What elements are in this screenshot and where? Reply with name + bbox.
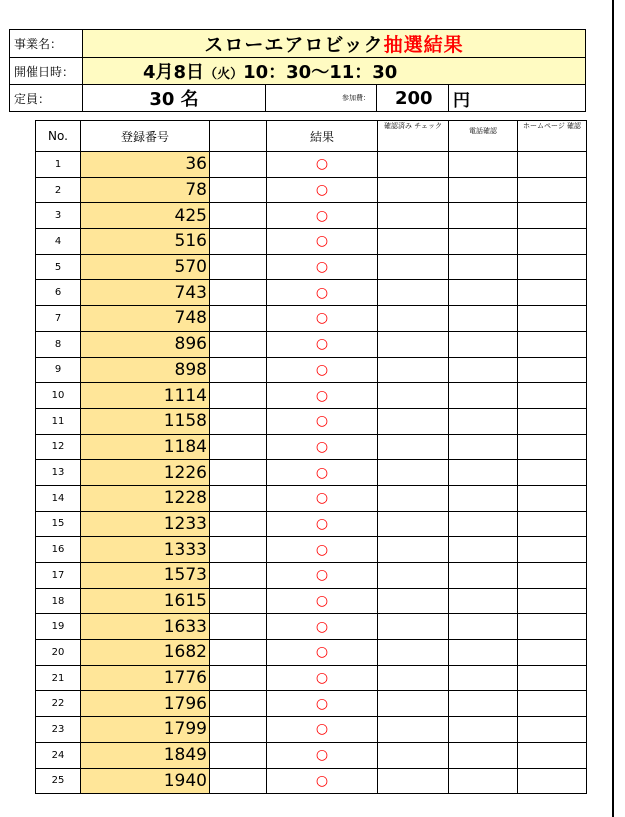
table-row: [36, 588, 587, 614]
table-row: [36, 665, 587, 691]
row-number: 11: [36, 408, 81, 434]
row-number: 3: [36, 203, 81, 229]
homepage-check-cell: [518, 563, 587, 589]
weekday-close: ）: [230, 67, 244, 82]
col-header-registration: 登録番号: [81, 121, 210, 152]
homepage-check-cell: [518, 691, 587, 717]
checked-cell: [378, 460, 449, 486]
result-mark: ○: [267, 280, 378, 306]
capacity-label: 定員：: [10, 85, 83, 112]
registration-number: 1233: [81, 511, 210, 537]
row-number: 7: [36, 306, 81, 332]
lottery-result-table: [35, 120, 587, 794]
checked-cell: [378, 254, 449, 280]
row-number: 8: [36, 331, 81, 357]
event-date: 4月8日: [143, 62, 205, 83]
row-number: 2: [36, 177, 81, 203]
table-row: [36, 254, 587, 280]
registration-number: 425: [81, 203, 210, 229]
col-header-checked: 確認済み チェック: [378, 121, 449, 152]
table-row: [36, 331, 587, 357]
blank-cell: [210, 306, 267, 332]
registration-number: 1158: [81, 408, 210, 434]
event-label: 事業名：: [10, 30, 83, 58]
table-row: [36, 717, 587, 743]
result-mark: ○: [267, 665, 378, 691]
phone-check-cell: [449, 254, 518, 280]
blank-cell: [210, 434, 267, 460]
event-name: スローエアロビック: [204, 34, 384, 56]
checked-cell: [378, 563, 449, 589]
phone-check-cell: [449, 357, 518, 383]
table-row: [36, 383, 587, 409]
checked-cell: [378, 614, 449, 640]
phone-check-cell: [449, 383, 518, 409]
blank-cell: [210, 563, 267, 589]
checked-cell: [378, 408, 449, 434]
registration-number: 1799: [81, 717, 210, 743]
phone-check-cell: [449, 717, 518, 743]
row-number: 17: [36, 563, 81, 589]
result-mark: ○: [267, 460, 378, 486]
blank-cell: [210, 177, 267, 203]
registration-number: 1114: [81, 383, 210, 409]
checked-cell: [378, 331, 449, 357]
checked-cell: [378, 152, 449, 178]
checked-cell: [378, 511, 449, 537]
homepage-check-cell: [518, 665, 587, 691]
phone-check-cell: [449, 229, 518, 255]
registration-number: 1184: [81, 434, 210, 460]
homepage-check-cell: [518, 408, 587, 434]
blank-cell: [210, 408, 267, 434]
result-mark: ○: [267, 511, 378, 537]
event-row: [10, 30, 586, 58]
registration-number: 516: [81, 229, 210, 255]
row-number: 23: [36, 717, 81, 743]
blank-cell: [210, 254, 267, 280]
table-row: [36, 742, 587, 768]
phone-check-cell: [449, 177, 518, 203]
row-number: 1: [36, 152, 81, 178]
result-mark: ○: [267, 408, 378, 434]
phone-check-cell: [449, 460, 518, 486]
blank-cell: [210, 537, 267, 563]
blank-cell: [210, 742, 267, 768]
registration-number: 896: [81, 331, 210, 357]
homepage-check-cell: [518, 383, 587, 409]
table-row: [36, 640, 587, 666]
registration-number: 1228: [81, 485, 210, 511]
registration-number: 1796: [81, 691, 210, 717]
homepage-check-cell: [518, 460, 587, 486]
homepage-check-cell: [518, 229, 587, 255]
table-row: [36, 614, 587, 640]
checked-cell: [378, 383, 449, 409]
homepage-check-cell: [518, 306, 587, 332]
checked-cell: [378, 768, 449, 794]
col-header-homepage: ホームページ 確認: [518, 121, 587, 152]
row-number: 21: [36, 665, 81, 691]
checked-cell: [378, 306, 449, 332]
phone-check-cell: [449, 306, 518, 332]
phone-check-cell: [449, 588, 518, 614]
table-row: [36, 434, 587, 460]
row-number: 19: [36, 614, 81, 640]
result-mark: ○: [267, 383, 378, 409]
phone-check-cell: [449, 152, 518, 178]
event-datetime: [83, 58, 586, 85]
result-mark: ○: [267, 614, 378, 640]
phone-check-cell: [449, 537, 518, 563]
blank-cell: [210, 485, 267, 511]
homepage-check-cell: [518, 485, 587, 511]
blank-cell: [210, 460, 267, 486]
phone-check-cell: [449, 742, 518, 768]
homepage-check-cell: [518, 177, 587, 203]
blank-cell: [210, 717, 267, 743]
checked-cell: [378, 485, 449, 511]
col-header-blank: [210, 121, 267, 152]
result-mark: ○: [267, 203, 378, 229]
row-number: 22: [36, 691, 81, 717]
checked-cell: [378, 640, 449, 666]
row-number: 14: [36, 485, 81, 511]
row-number: 25: [36, 768, 81, 794]
row-number: 18: [36, 588, 81, 614]
checked-cell: [378, 691, 449, 717]
result-mark: ○: [267, 331, 378, 357]
phone-check-cell: [449, 434, 518, 460]
checked-cell: [378, 588, 449, 614]
registration-number: 570: [81, 254, 210, 280]
phone-check-cell: [449, 408, 518, 434]
blank-cell: [210, 280, 267, 306]
result-mark: ○: [267, 357, 378, 383]
blank-cell: [210, 588, 267, 614]
registration-number: 1615: [81, 588, 210, 614]
registration-number: 1776: [81, 665, 210, 691]
phone-check-cell: [449, 665, 518, 691]
checked-cell: [378, 537, 449, 563]
homepage-check-cell: [518, 357, 587, 383]
event-title: [83, 30, 586, 58]
fee-value: 200: [377, 85, 449, 112]
result-mark: ○: [267, 152, 378, 178]
homepage-check-cell: [518, 331, 587, 357]
table-row: [36, 511, 587, 537]
row-number: 15: [36, 511, 81, 537]
table-row: [36, 537, 587, 563]
registration-number: 1333: [81, 537, 210, 563]
registration-number: 1682: [81, 640, 210, 666]
weekday-open: （: [204, 67, 218, 82]
blank-cell: [210, 331, 267, 357]
table-row: [36, 152, 587, 178]
registration-number: 1940: [81, 768, 210, 794]
table-row: [36, 203, 587, 229]
row-number: 9: [36, 357, 81, 383]
blank-cell: [210, 665, 267, 691]
result-mark: ○: [267, 640, 378, 666]
row-number: 4: [36, 229, 81, 255]
result-mark: ○: [267, 254, 378, 280]
result-mark: ○: [267, 434, 378, 460]
result-mark: ○: [267, 485, 378, 511]
checked-cell: [378, 357, 449, 383]
table-row: [36, 485, 587, 511]
event-time: 10：30～11：30: [243, 62, 398, 83]
registration-number: 1849: [81, 742, 210, 768]
table-row: [36, 563, 587, 589]
event-result-suffix: 抽選結果: [383, 34, 464, 56]
homepage-check-cell: [518, 434, 587, 460]
row-number: 6: [36, 280, 81, 306]
homepage-check-cell: [518, 717, 587, 743]
table-row: [36, 280, 587, 306]
phone-check-cell: [449, 563, 518, 589]
result-mark: ○: [267, 588, 378, 614]
homepage-check-cell: [518, 511, 587, 537]
blank-cell: [210, 357, 267, 383]
homepage-check-cell: [518, 640, 587, 666]
col-header-phone: 電話確認: [449, 121, 518, 152]
phone-check-cell: [449, 485, 518, 511]
checked-cell: [378, 177, 449, 203]
row-number: 13: [36, 460, 81, 486]
table-row: [36, 357, 587, 383]
registration-number: 36: [81, 152, 210, 178]
result-mark: ○: [267, 229, 378, 255]
homepage-check-cell: [518, 152, 587, 178]
registration-number: 1573: [81, 563, 210, 589]
registration-number: 898: [81, 357, 210, 383]
col-header-result: 結果: [267, 121, 378, 152]
table-row: [36, 408, 587, 434]
homepage-check-cell: [518, 280, 587, 306]
result-mark: ○: [267, 306, 378, 332]
checked-cell: [378, 665, 449, 691]
fee-label: 参加費：: [266, 85, 377, 112]
blank-cell: [210, 768, 267, 794]
datetime-label: 開催日時：: [10, 58, 83, 85]
row-number: 5: [36, 254, 81, 280]
phone-check-cell: [449, 331, 518, 357]
row-number: 12: [36, 434, 81, 460]
checked-cell: [378, 434, 449, 460]
datetime-row: [10, 58, 586, 85]
page-right-border: [612, 0, 614, 817]
row-number: 10: [36, 383, 81, 409]
result-mark: ○: [267, 691, 378, 717]
phone-check-cell: [449, 614, 518, 640]
blank-cell: [210, 203, 267, 229]
homepage-check-cell: [518, 588, 587, 614]
event-weekday: 火: [217, 67, 231, 82]
table-row: [36, 177, 587, 203]
table-row: [36, 460, 587, 486]
homepage-check-cell: [518, 203, 587, 229]
fee-unit: 円: [449, 85, 586, 112]
blank-cell: [210, 152, 267, 178]
registration-number: 748: [81, 306, 210, 332]
row-number: 20: [36, 640, 81, 666]
phone-check-cell: [449, 280, 518, 306]
registration-number: 1633: [81, 614, 210, 640]
phone-check-cell: [449, 511, 518, 537]
checked-cell: [378, 229, 449, 255]
result-mark: ○: [267, 563, 378, 589]
checked-cell: [378, 717, 449, 743]
blank-cell: [210, 640, 267, 666]
registration-number: 1226: [81, 460, 210, 486]
capacity-value: 30 名: [83, 85, 266, 112]
phone-check-cell: [449, 691, 518, 717]
blank-cell: [210, 614, 267, 640]
blank-cell: [210, 229, 267, 255]
checked-cell: [378, 280, 449, 306]
checked-cell: [378, 742, 449, 768]
result-mark: ○: [267, 768, 378, 794]
blank-cell: [210, 691, 267, 717]
table-row: [36, 306, 587, 332]
blank-cell: [210, 383, 267, 409]
registration-number: 743: [81, 280, 210, 306]
table-header-row: [36, 121, 587, 152]
result-mark: ○: [267, 742, 378, 768]
phone-check-cell: [449, 640, 518, 666]
row-number: 24: [36, 742, 81, 768]
result-mark: ○: [267, 537, 378, 563]
col-header-no: No.: [36, 121, 81, 152]
homepage-check-cell: [518, 537, 587, 563]
checked-cell: [378, 203, 449, 229]
capacity-row: [10, 85, 586, 112]
registration-number: 78: [81, 177, 210, 203]
row-number: 16: [36, 537, 81, 563]
homepage-check-cell: [518, 254, 587, 280]
table-row: [36, 229, 587, 255]
result-mark: ○: [267, 717, 378, 743]
blank-cell: [210, 511, 267, 537]
phone-check-cell: [449, 768, 518, 794]
result-mark: ○: [267, 177, 378, 203]
header-block: [9, 29, 586, 112]
phone-check-cell: [449, 203, 518, 229]
table-row: [36, 691, 587, 717]
homepage-check-cell: [518, 614, 587, 640]
homepage-check-cell: [518, 742, 587, 768]
homepage-check-cell: [518, 768, 587, 794]
table-row: [36, 768, 587, 794]
